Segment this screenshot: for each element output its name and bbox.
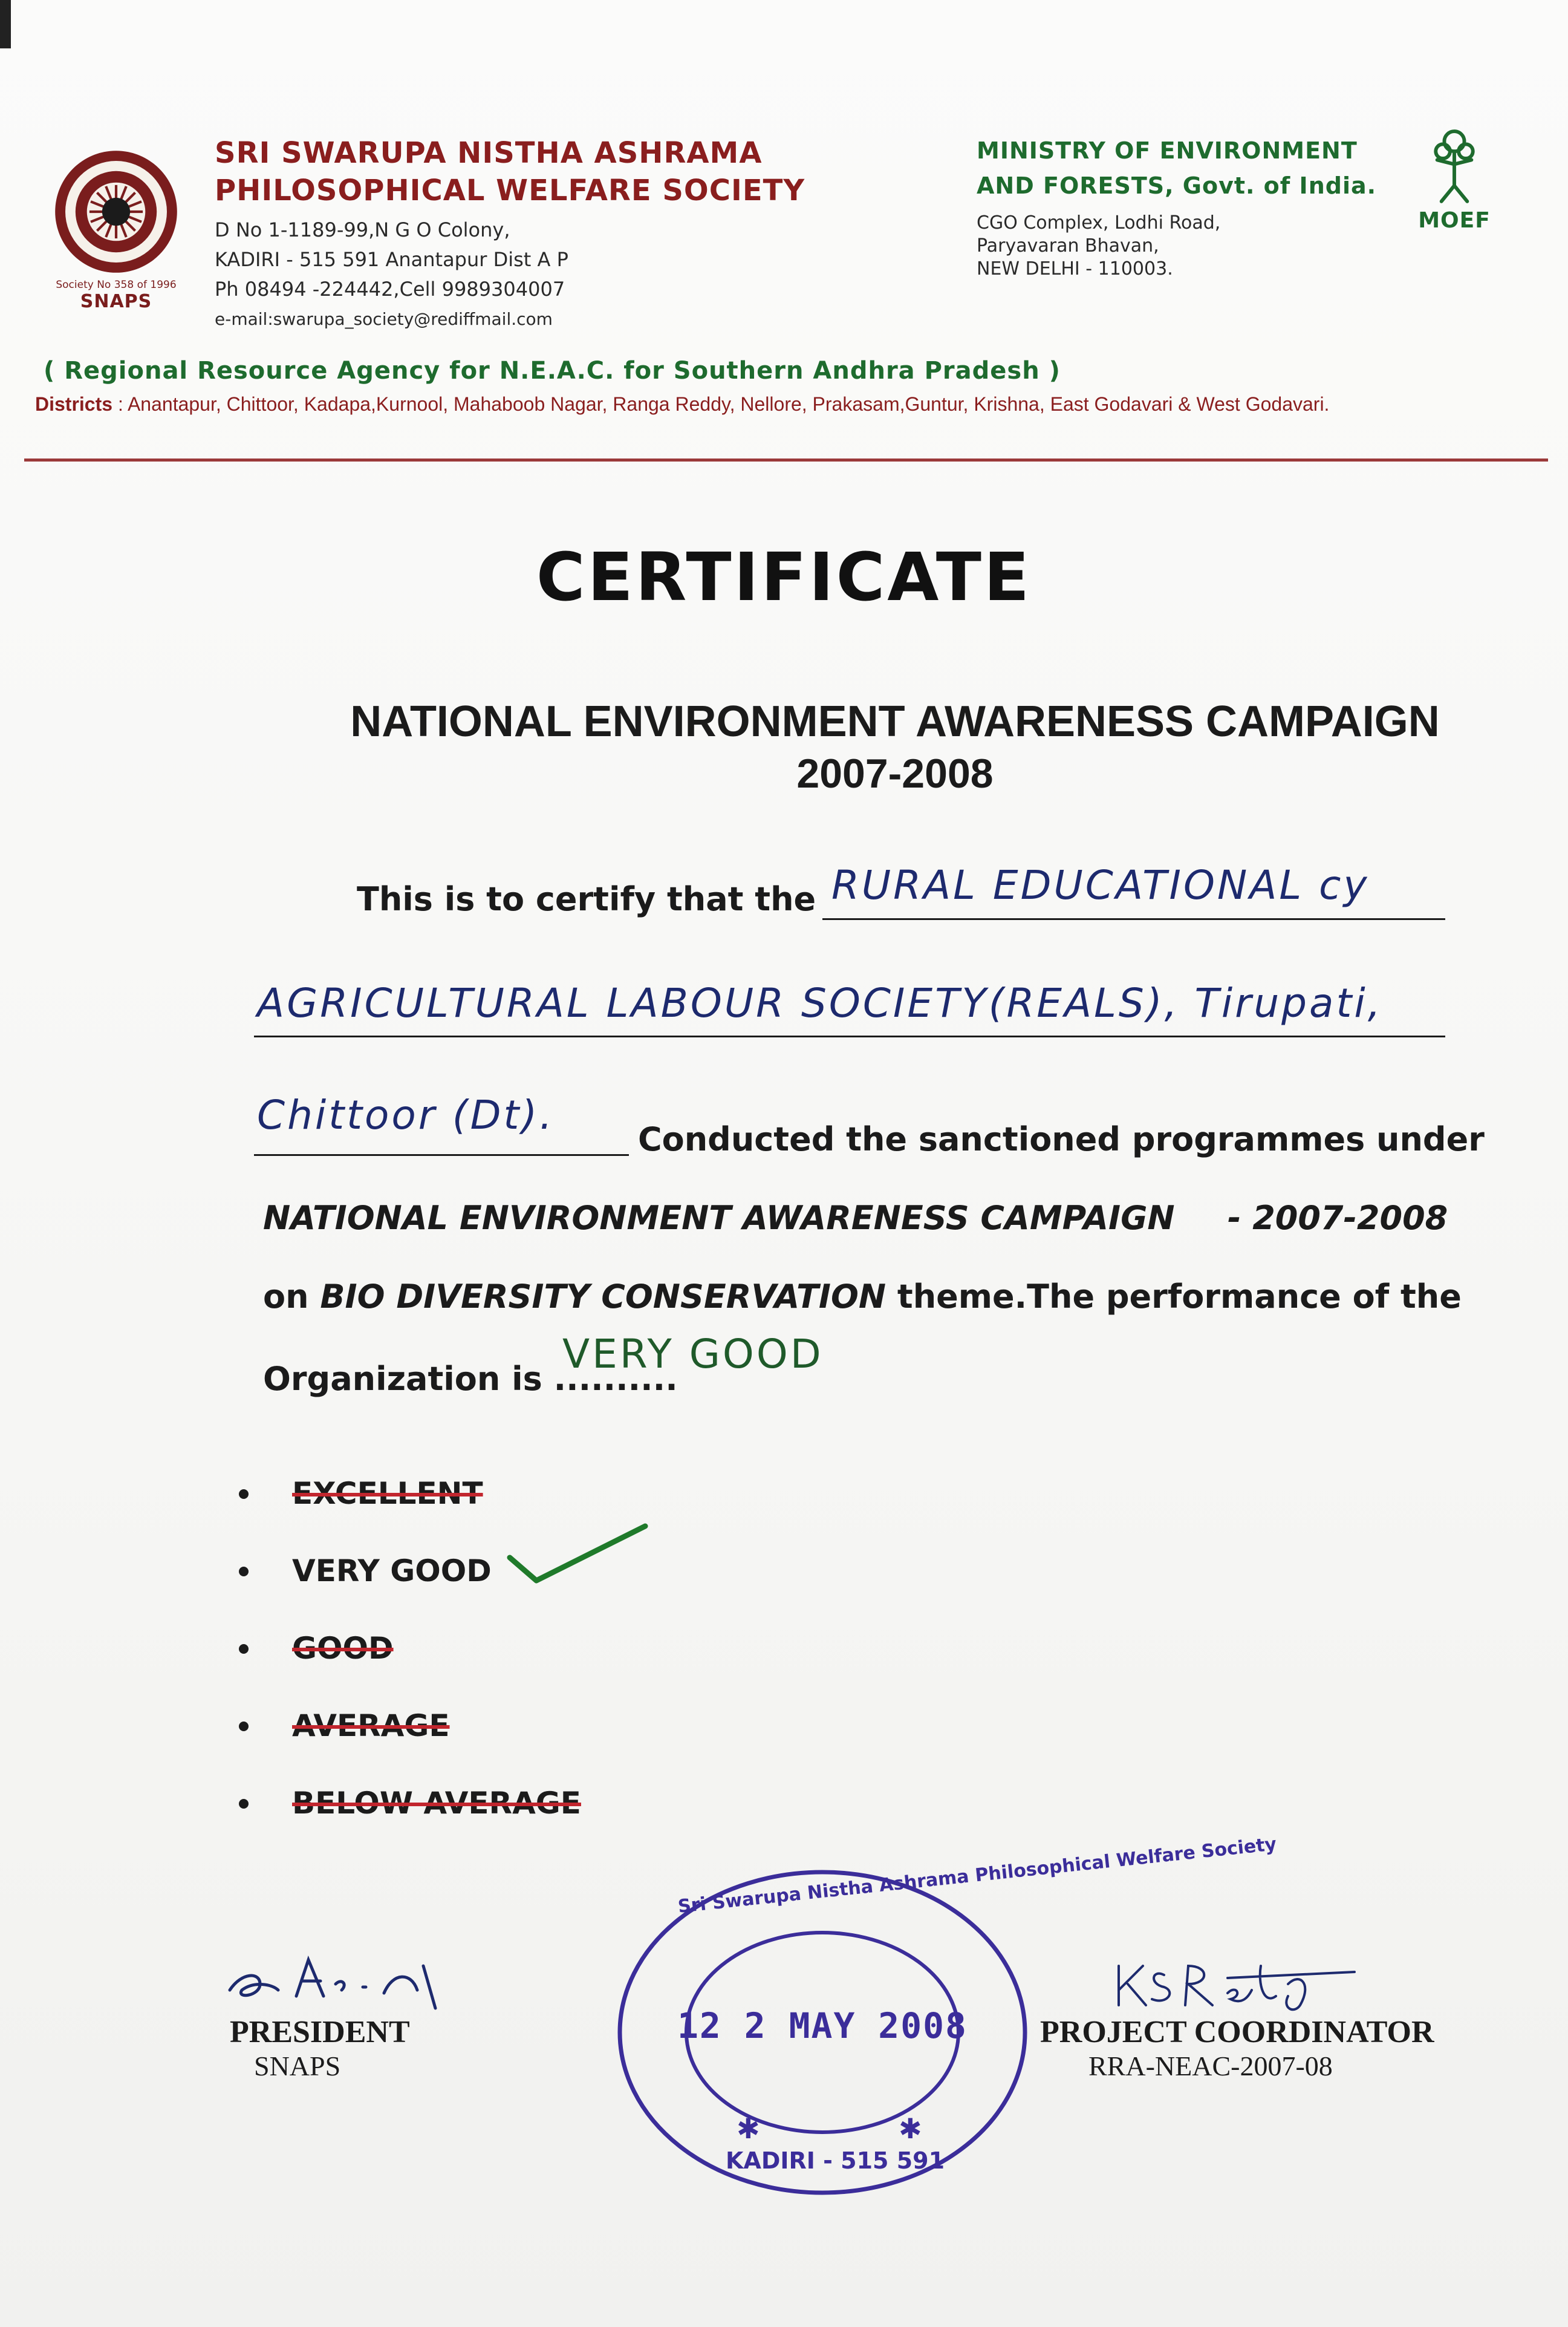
- society-email: e-mail:swarupa_society@rediffmail.com: [215, 309, 553, 329]
- coordinator-title: PROJECT COORDINATOR: [1040, 2015, 1434, 2049]
- bullet-icon: [239, 1722, 249, 1731]
- coordinator-signature-icon: [1107, 1948, 1361, 2014]
- snaps-logo: [44, 148, 189, 312]
- campaign-title: NATIONAL ENVIRONMENT AWARENESS CAMPAIGN: [350, 697, 1440, 746]
- checkmark-icon: [505, 1520, 650, 1593]
- svg-text:✱: ✱: [899, 2112, 922, 2145]
- society-name-line1: SRI SWARUPA NISTHA ASHRAMA: [215, 136, 763, 170]
- rating-label-good: GOOD: [292, 1631, 394, 1666]
- districts-list: : Anantapur, Chittoor, Kadapa,Kurnool, Mahaboob Nagar, Ranga Reddy, Nellore, Prakasam,Guntur, Krishna, East Godavari & West Godavari.: [112, 393, 1330, 415]
- moef-label: MOEF: [1418, 208, 1491, 233]
- handwritten-org-name-line1: RURAL EDUCATIONAL cy: [831, 862, 1370, 909]
- conducted-text: Conducted the sanctioned programmes under: [638, 1120, 1485, 1158]
- scan-edge: [0, 0, 11, 48]
- rating-label-excellent: EXCELLENT: [292, 1476, 483, 1511]
- moef-logo: [1391, 127, 1518, 233]
- president-signature-block: [230, 1948, 593, 2082]
- society-address-line2: KADIRI - 515 591 Anantapur Dist A P: [215, 248, 568, 271]
- bullet-icon: [239, 1567, 249, 1576]
- rating-label-average: AVERAGE: [292, 1708, 450, 1743]
- ministry-address-line1: CGO Complex, Lodhi Road,: [977, 212, 1221, 233]
- society-phone: Ph 08494 -224442,Cell 9989304007: [215, 278, 565, 301]
- handwritten-performance: VERY GOOD: [562, 1331, 824, 1377]
- theme-name-text: BIO DIVERSITY CONSERVATION: [320, 1278, 886, 1316]
- handwritten-org-name-line2: AGRICULTURAL LABOUR SOCIETY(REALS), Tirupati,: [257, 980, 1383, 1026]
- fill-line-3: [254, 1154, 629, 1156]
- society-name-line2: PHILOSOPHICAL WELFARE SOCIETY: [215, 174, 805, 207]
- bullet-icon: [239, 1799, 249, 1809]
- svg-text:✱: ✱: [737, 2112, 760, 2145]
- certificate-title: CERTIFICATE: [536, 538, 1032, 616]
- bullet-icon: [239, 1489, 249, 1499]
- society-address-block: [215, 134, 940, 334]
- ministry-line2: AND FORESTS, Govt. of India.: [977, 172, 1377, 199]
- president-title: PRESIDENT: [230, 2015, 410, 2049]
- stamp-date: 12 2 MAY 2008: [677, 2005, 968, 2046]
- regional-resource-agency-line: ( Regional Resource Agency for N.E.A.C. for Southern Andhra Pradesh ): [44, 357, 1061, 385]
- rating-label-below-average: BELOW AVERAGE: [292, 1786, 581, 1821]
- tree-person-icon: [1418, 127, 1491, 206]
- campaign-year-suffix-text: - 2007-2008: [1228, 1199, 1448, 1237]
- ministry-line1: MINISTRY OF ENVIRONMENT: [977, 137, 1358, 164]
- theme-rest-text: theme.The performance of the: [897, 1278, 1462, 1316]
- districts-label: Districts: [35, 393, 113, 415]
- fill-line-2: [254, 1036, 1445, 1037]
- snaps-emblem-icon: [53, 148, 180, 275]
- campaign-name-italic: [263, 1199, 1175, 1237]
- rating-label-very-good: VERY GOOD: [292, 1553, 492, 1588]
- campaign-year: 2007-2008: [796, 751, 994, 797]
- bullet-icon: [239, 1644, 249, 1654]
- theme-on-text: on: [263, 1278, 309, 1316]
- stamp-bottom-text: KADIRI - 515 591: [726, 2147, 945, 2174]
- society-address-line1: D No 1-1189-99,N G O Colony,: [215, 218, 510, 241]
- logo-registration-text: Society No 358 of 1996: [56, 279, 177, 291]
- coordinator-reference: RRA-NEAC-2007-08: [1088, 2051, 1333, 2081]
- campaign-name-italic-text: NATIONAL ENVIRONMENT AWARENESS CAMPAIGN: [263, 1199, 1175, 1237]
- coordinator-signature-block: [1040, 1948, 1500, 2082]
- handwritten-org-name-line3: Chittoor (Dt).: [257, 1092, 555, 1138]
- stamp-ring-text: Sri Swarupa Nistha Ashrama Philosophical Welfare Society: [677, 1833, 1278, 1917]
- districts-line: [35, 393, 1329, 416]
- header-divider: [24, 459, 1548, 462]
- logo-name-text: SNAPS: [80, 291, 152, 312]
- certify-prefix: This is to certify that the: [357, 880, 816, 918]
- president-signature-icon: [218, 1948, 556, 2014]
- ministry-address-line2: Paryavaran Bhavan,: [977, 235, 1159, 256]
- president-org: SNAPS: [254, 2051, 341, 2081]
- organization-is-text: Organization is ..........: [263, 1360, 678, 1398]
- campaign-year-suffix: [1228, 1199, 1448, 1237]
- fill-line-1: [822, 918, 1445, 920]
- theme-line: [263, 1278, 1462, 1316]
- ministry-address-line3: NEW DELHI - 110003.: [977, 258, 1173, 279]
- ministry-address-block: [977, 133, 1400, 281]
